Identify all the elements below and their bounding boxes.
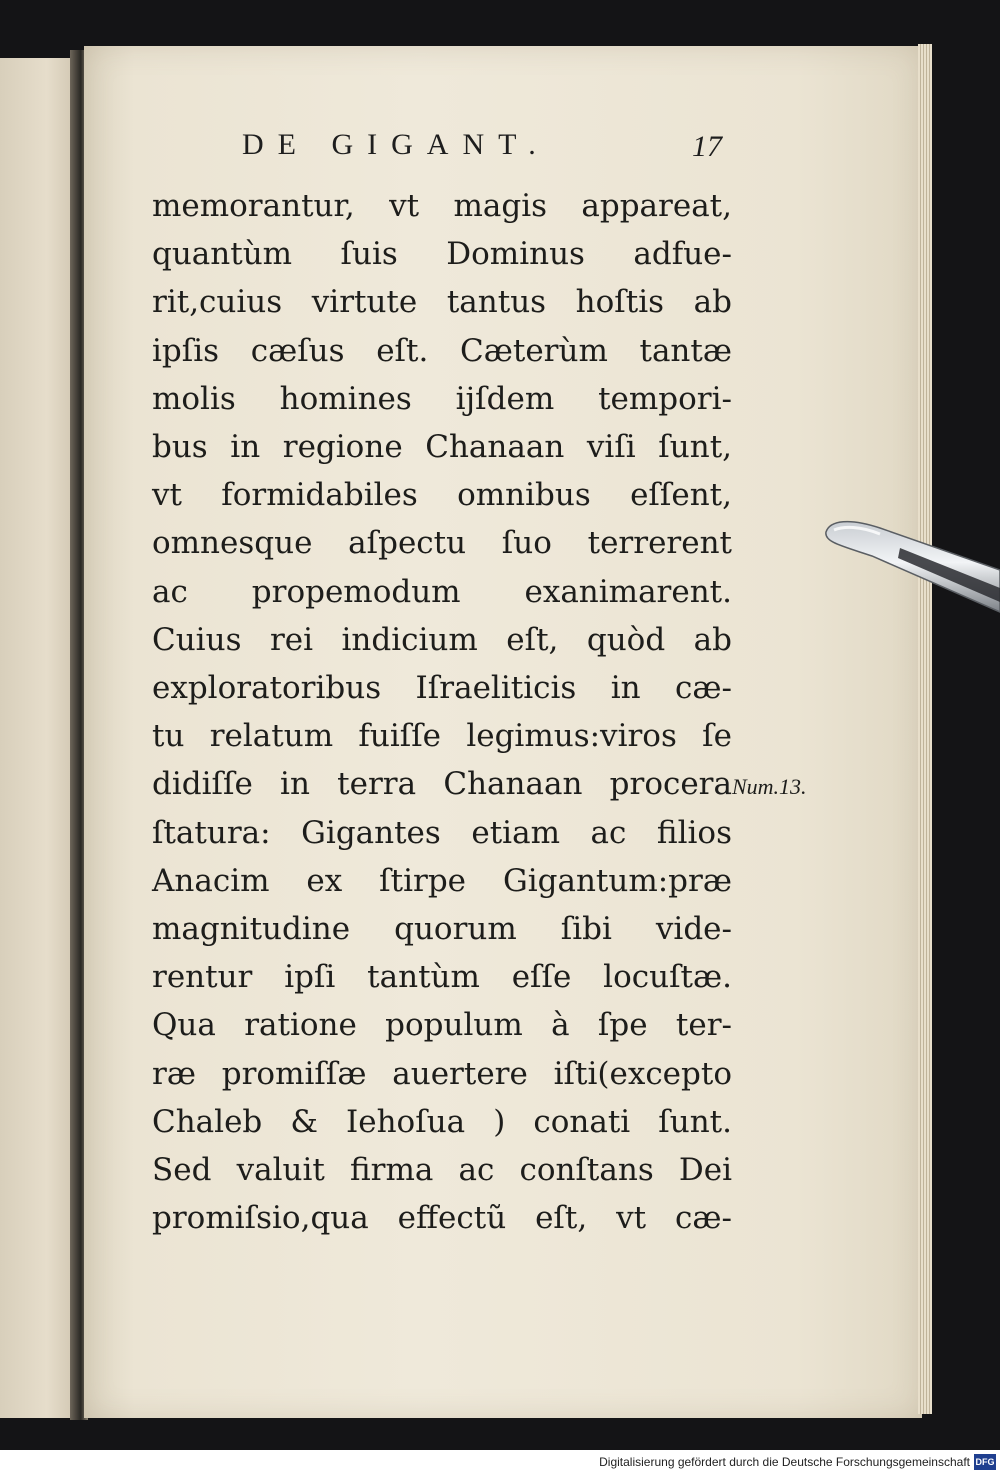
text-line: omnesque aſpectu ſuo terrerent (152, 525, 732, 562)
dfg-logo-icon: DFG (974, 1454, 996, 1470)
page-number: 17 (692, 130, 722, 163)
text-line: didiſſe in terra Chanaan procera (152, 766, 732, 803)
bleed-through-offset (152, 1228, 272, 1258)
footer-bar (0, 1450, 1000, 1476)
text-line: ipſis cæſus eſt. Cæterùm tantæ (152, 332, 732, 369)
text-line: vt formidabiles omnibus eſſent, (152, 477, 732, 514)
text-line: ræ promiſſæ auertere iſti(excepto (152, 1055, 732, 1092)
text-line: tu relatum fuiſſe legimus:viros ſe (152, 718, 732, 755)
text-line: Chaleb & Iehoſua ) conati ſunt. (152, 1103, 732, 1140)
left-page-edge (0, 58, 78, 1418)
text-line: molis homines ijſdem tempori- (152, 380, 732, 417)
text-line: rit,cuius virtute tantus hoſtis ab (152, 284, 732, 321)
text-line: promiſsio,qua effectũ eſt, vt cæ- (152, 1200, 732, 1237)
text-line: rentur ipſi tantùm eſſe locuſtæ. (152, 959, 732, 996)
running-title: DE GIGANT. (242, 128, 550, 161)
pen-pointer-icon (820, 512, 1000, 622)
marginal-note: Num.13. (732, 774, 807, 799)
text-line: exploratoribus Iſraeliticis in cæ- (152, 670, 732, 707)
body-text (152, 182, 732, 1242)
text-line: Anacim ex ſtirpe Gigantum:præ (152, 862, 732, 899)
funding-credit: Digitalisierung gefördert durch die Deutsche Forschungsgemeinschaft (599, 1455, 970, 1469)
page-fore-edge (918, 44, 932, 1414)
text-line: Sed valuit firma ac conſtans Dei (152, 1152, 732, 1189)
text-line: ſtatura: Gigantes etiam ac filios (152, 814, 732, 851)
text-line: quantùm ſuis Dominus adfue- (152, 236, 732, 273)
text-line: ac propemodum exanimarent. (152, 573, 732, 610)
text-line: Qua ratione populum à ſpe ter- (152, 1007, 732, 1044)
text-line: magnitudine quorum ſibi vide- (152, 911, 732, 948)
text-line: bus in regione Chanaan viſi ſunt, (152, 429, 732, 466)
text-line: Cuius rei indicium eſt, quòd ab (152, 621, 732, 658)
text-line: memorantur, vt magis appareat, (152, 188, 732, 224)
page-header (242, 128, 722, 168)
